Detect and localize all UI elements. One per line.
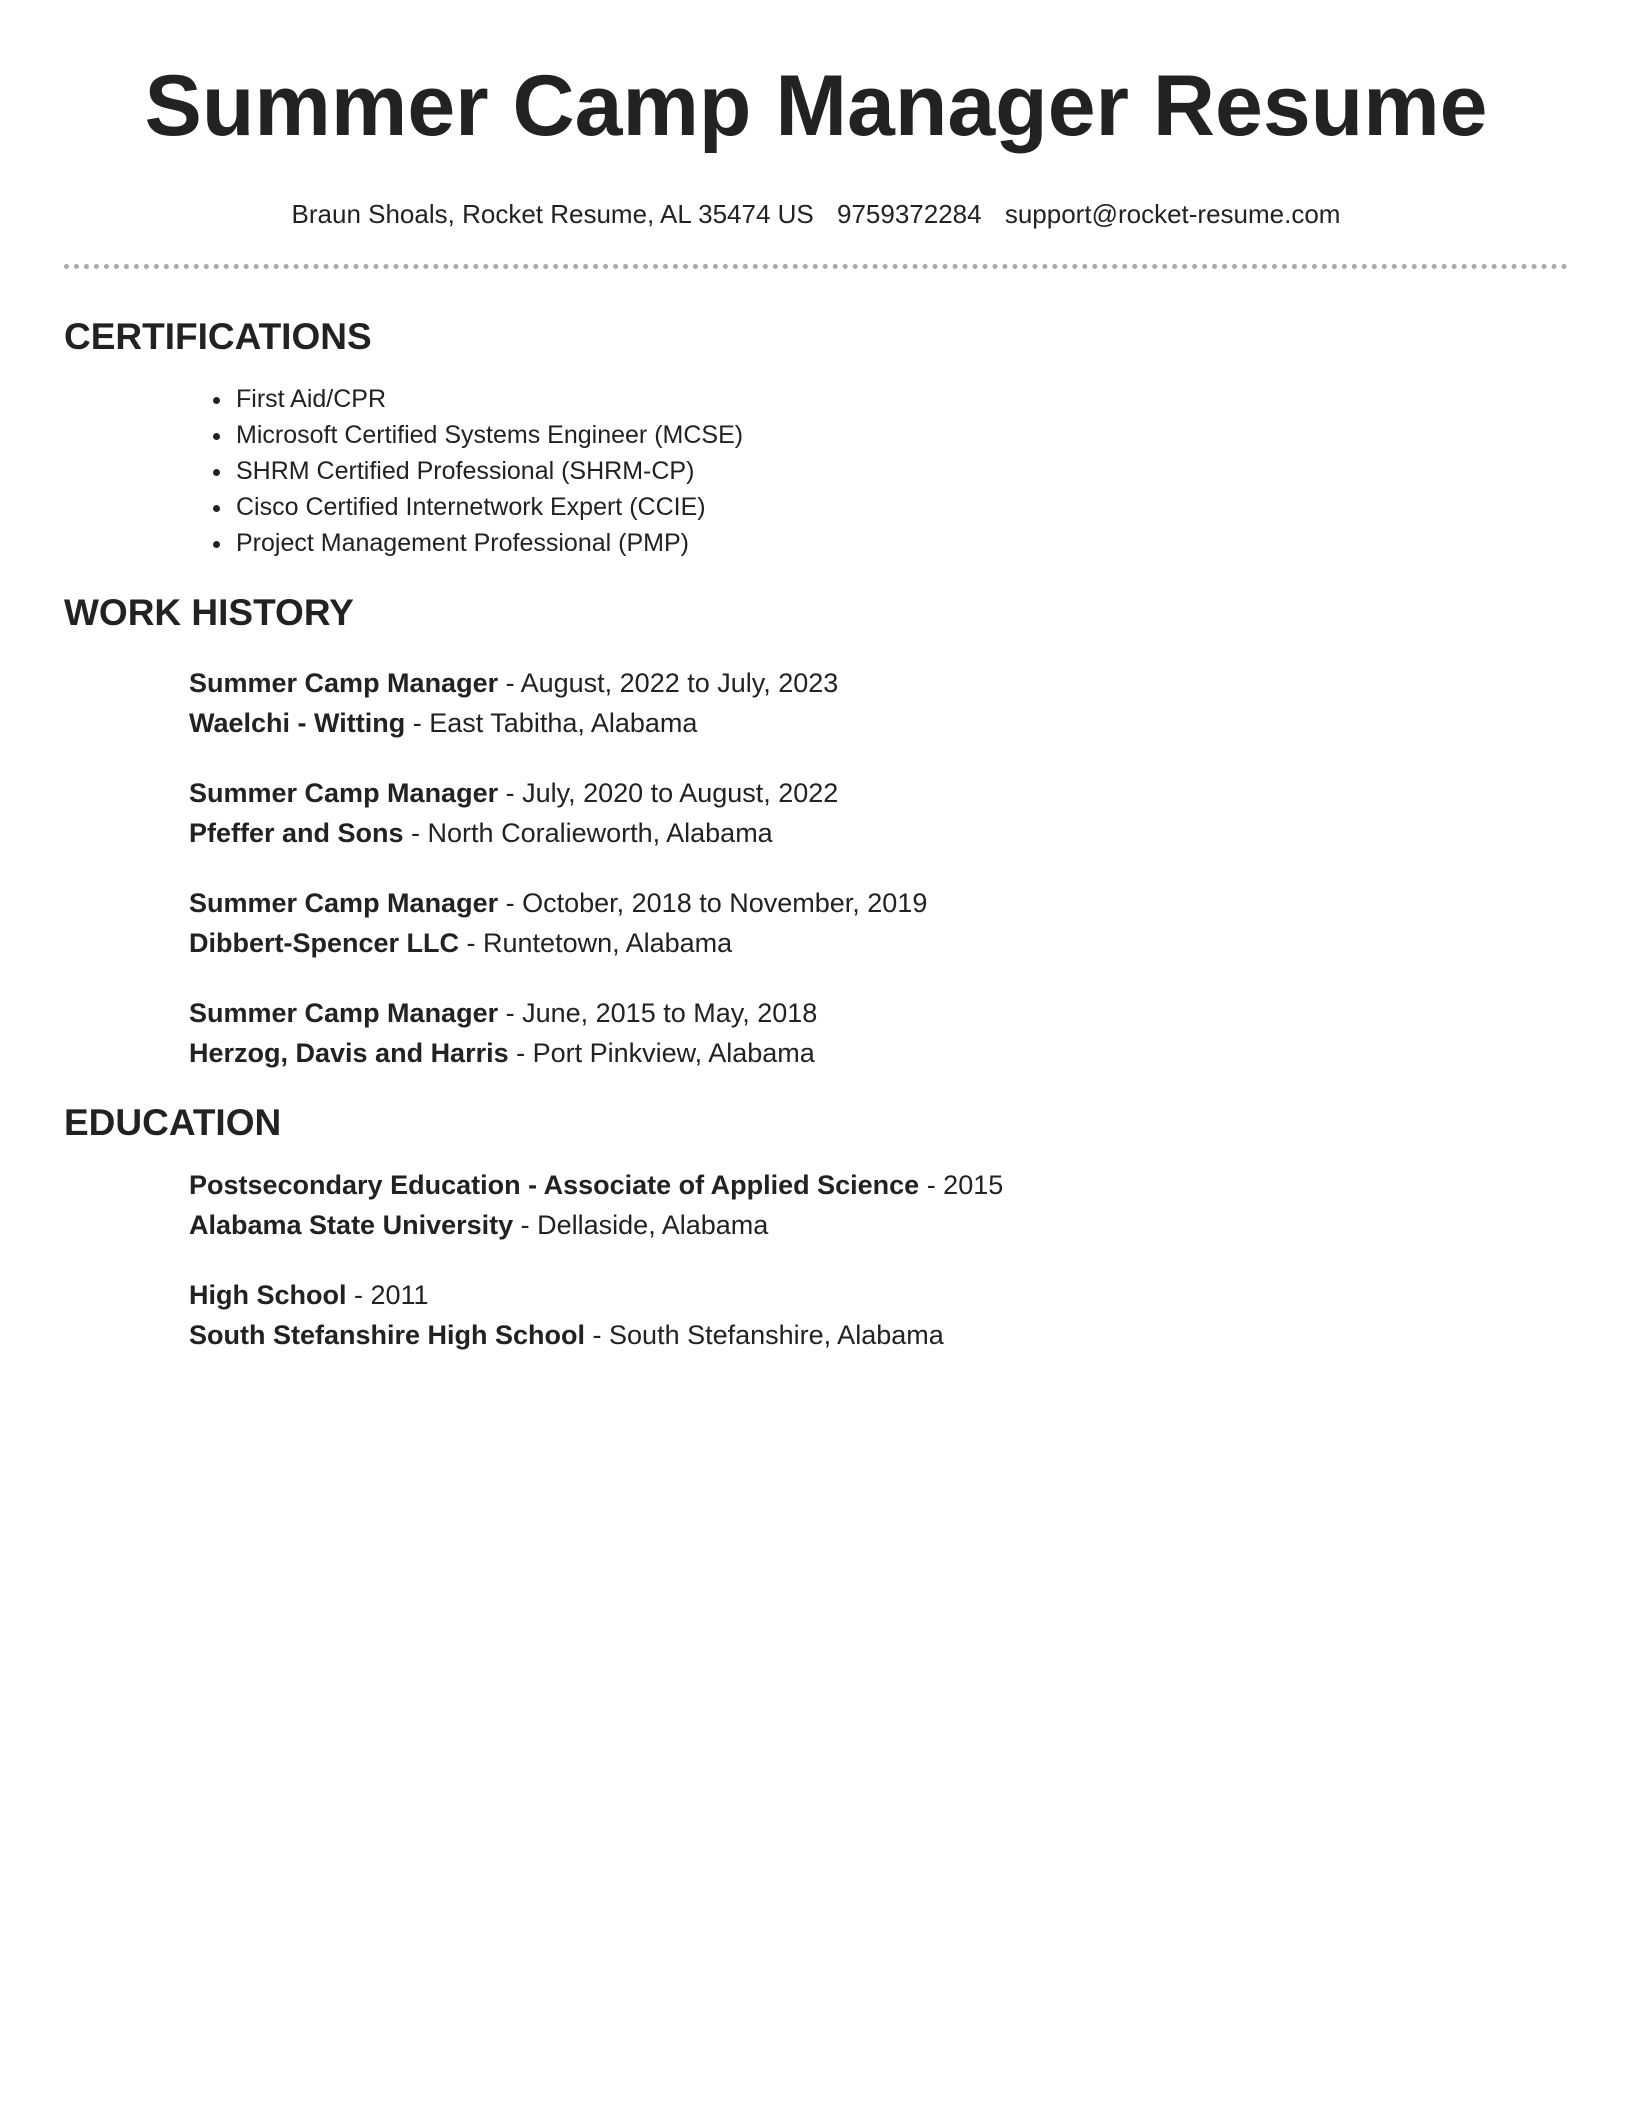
job-company-line	[189, 923, 1568, 963]
job-title-line	[189, 993, 1568, 1033]
job-company: Pfeffer and Sons	[189, 818, 404, 848]
contact-info	[64, 198, 1568, 230]
header-divider	[64, 264, 1568, 269]
job-title: Summer Camp Manager	[189, 888, 499, 918]
job-entry	[189, 993, 1568, 1073]
job-location: - East Tabitha, Alabama	[405, 708, 698, 738]
education-list	[64, 1165, 1568, 1355]
job-dates: - October, 2018 to November, 2019	[498, 888, 928, 918]
education-entry	[189, 1165, 1568, 1245]
job-location: - North Coralieworth, Alabama	[403, 818, 773, 848]
job-entry	[189, 883, 1568, 963]
certifications-heading: CERTIFICATIONS	[64, 316, 372, 357]
education-degree: High School	[189, 1280, 347, 1310]
education-degree-line	[189, 1165, 1568, 1205]
job-entry	[189, 663, 1568, 743]
job-dates: - June, 2015 to May, 2018	[498, 998, 818, 1028]
job-location: - Port Pinkview, Alabama	[508, 1038, 815, 1068]
education-degree: Postsecondary Education - Associate of Applied Science	[189, 1170, 920, 1200]
contact-phone: 9759372284	[837, 199, 982, 229]
education-location: - Dellaside, Alabama	[513, 1210, 769, 1240]
education-heading: EDUCATION	[64, 1102, 282, 1143]
work-history-heading: WORK HISTORY	[64, 592, 354, 633]
work-history-list	[64, 663, 1568, 1073]
job-dates: - July, 2020 to August, 2022	[498, 778, 839, 808]
certification-item: • Microsoft Certified Systems Engineer (MCSE)	[234, 417, 1568, 453]
job-title-line	[189, 883, 1568, 923]
education-school: South Stefanshire High School	[189, 1320, 586, 1350]
job-dates: - August, 2022 to July, 2023	[498, 668, 839, 698]
job-company: Herzog, Davis and Harris	[189, 1038, 509, 1068]
education-year: - 2011	[346, 1280, 429, 1310]
job-company: Waelchi - Witting	[189, 708, 406, 738]
job-entry	[189, 773, 1568, 853]
certification-item: • Cisco Certified Internetwork Expert (CCIE)	[234, 489, 1568, 525]
job-title-line	[189, 773, 1568, 813]
education-location: - South Stefanshire, Alabama	[585, 1320, 944, 1350]
job-location: - Runtetown, Alabama	[459, 928, 733, 958]
education-year: - 2015	[919, 1170, 1004, 1200]
education-school-line	[189, 1205, 1568, 1245]
job-company: Dibbert-Spencer LLC	[189, 928, 460, 958]
contact-email: support@rocket-resume.com	[1004, 199, 1341, 229]
certification-item: • SHRM Certified Professional (SHRM-CP)	[234, 453, 1568, 489]
education-school: Alabama State University	[189, 1210, 514, 1240]
job-company-line	[189, 1033, 1568, 1073]
contact-address: Braun Shoals, Rocket Resume, AL 35474 US	[291, 199, 814, 229]
job-title: Summer Camp Manager	[189, 778, 499, 808]
certification-item: • First Aid/CPR	[234, 381, 1568, 417]
job-company-line	[189, 703, 1568, 743]
education-school-line	[189, 1315, 1568, 1355]
resume-title: Summer Camp Manager Resume	[144, 58, 1488, 154]
certifications-list	[64, 381, 1568, 561]
job-title: Summer Camp Manager	[189, 998, 499, 1028]
job-title-line	[189, 663, 1568, 703]
education-degree-line	[189, 1275, 1568, 1315]
job-title: Summer Camp Manager	[189, 668, 499, 698]
job-company-line	[189, 813, 1568, 853]
education-entry	[189, 1275, 1568, 1355]
certification-item: • Project Management Professional (PMP)	[234, 525, 1568, 561]
